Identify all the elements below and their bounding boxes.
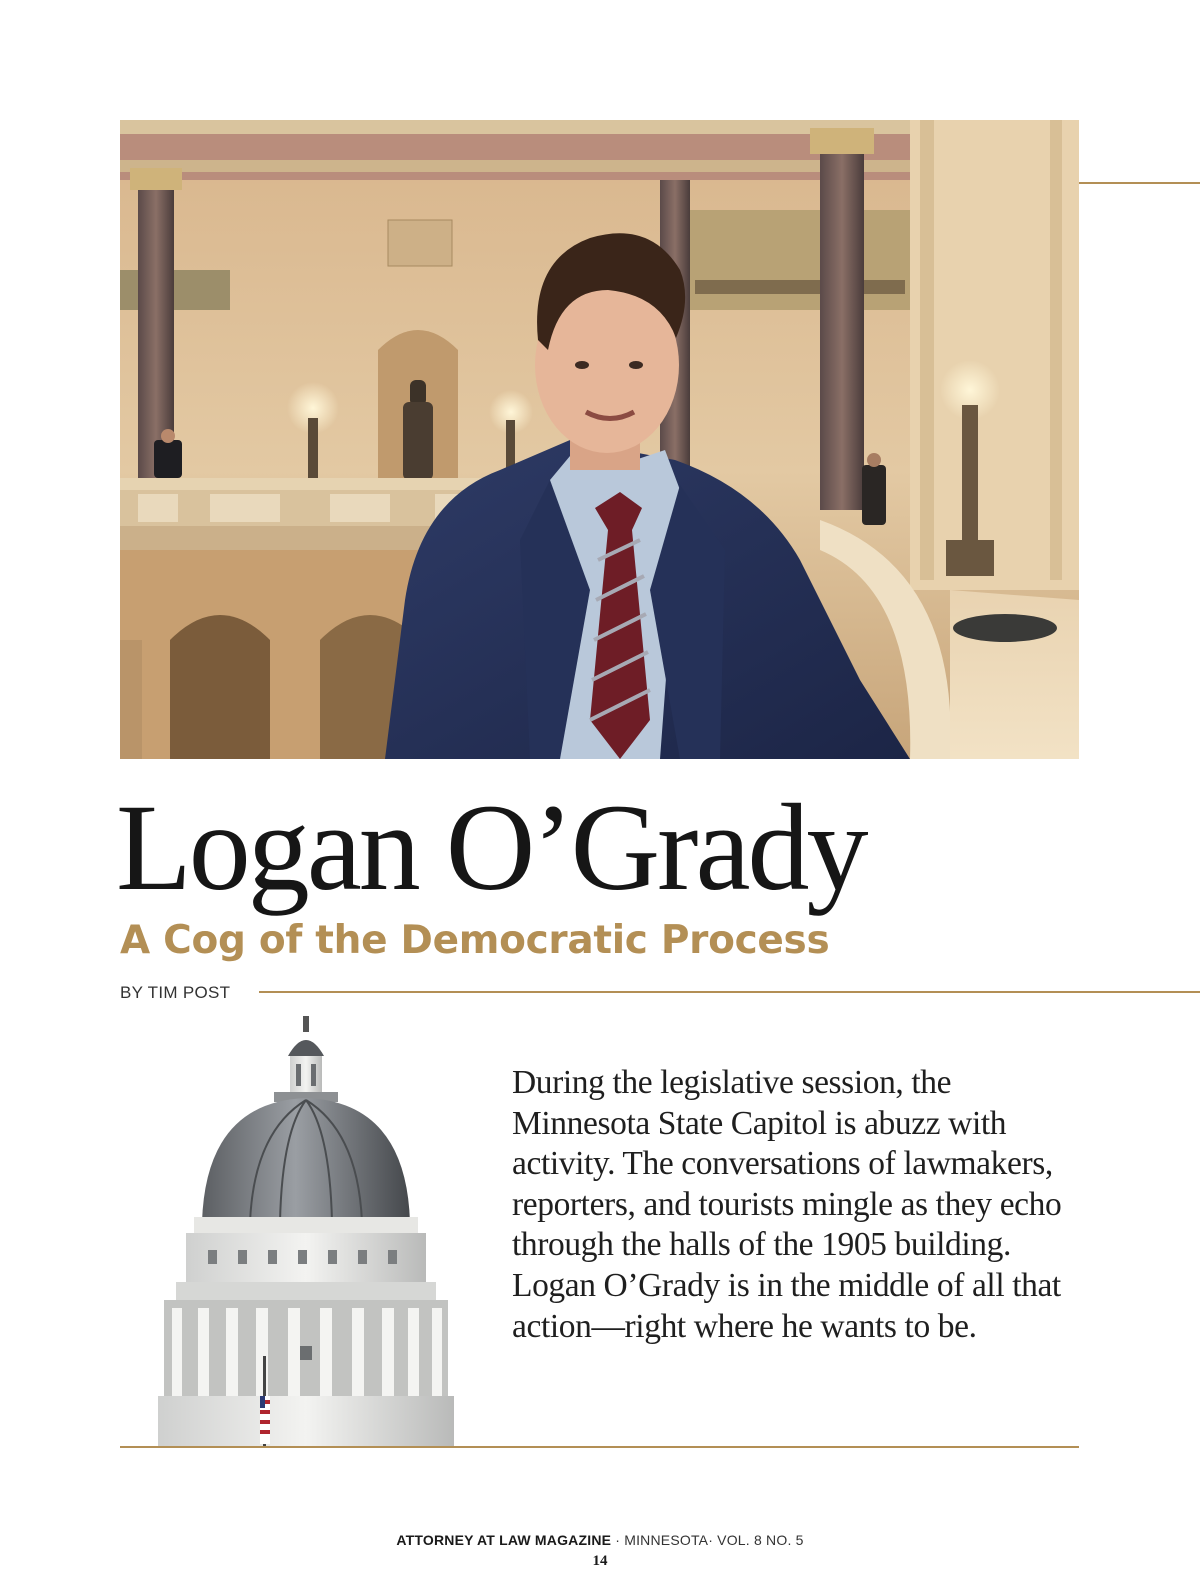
byline: BY TIM POST [120,983,231,1002]
page-number: 14 [592,1553,608,1569]
top-right-rule [1079,182,1200,184]
footer-publication-line [0,1531,1200,1549]
bottom-rule [120,1446,1079,1448]
rotunda-portrait-image [120,120,1079,759]
footer-publication: ATTORNEY AT LAW MAGAZINE [396,1532,612,1548]
footer-separator: · [708,1532,718,1548]
capitol-dome-image [150,1012,480,1448]
footer-volume: VOL. 8 NO. 5 [717,1532,804,1548]
headline: Logan O’Grady [116,779,866,916]
byline-rule [259,991,1200,993]
hero-photo [120,120,1079,759]
footer-separator: · [611,1532,625,1548]
body-paragraph: During the legislative session, the Minnesota State Capitol is abuzz with activity. The conversations of lawmakers, reporters, and tourists mingle as they echo through the halls of the 1905 building. Logan O’Grady is in the middle of all that action—right where he wants to be. [512,1064,1062,1345]
subheadline: A Cog of the Democratic Process [120,918,830,963]
footer-edition: MINNESOTA [624,1532,709,1548]
